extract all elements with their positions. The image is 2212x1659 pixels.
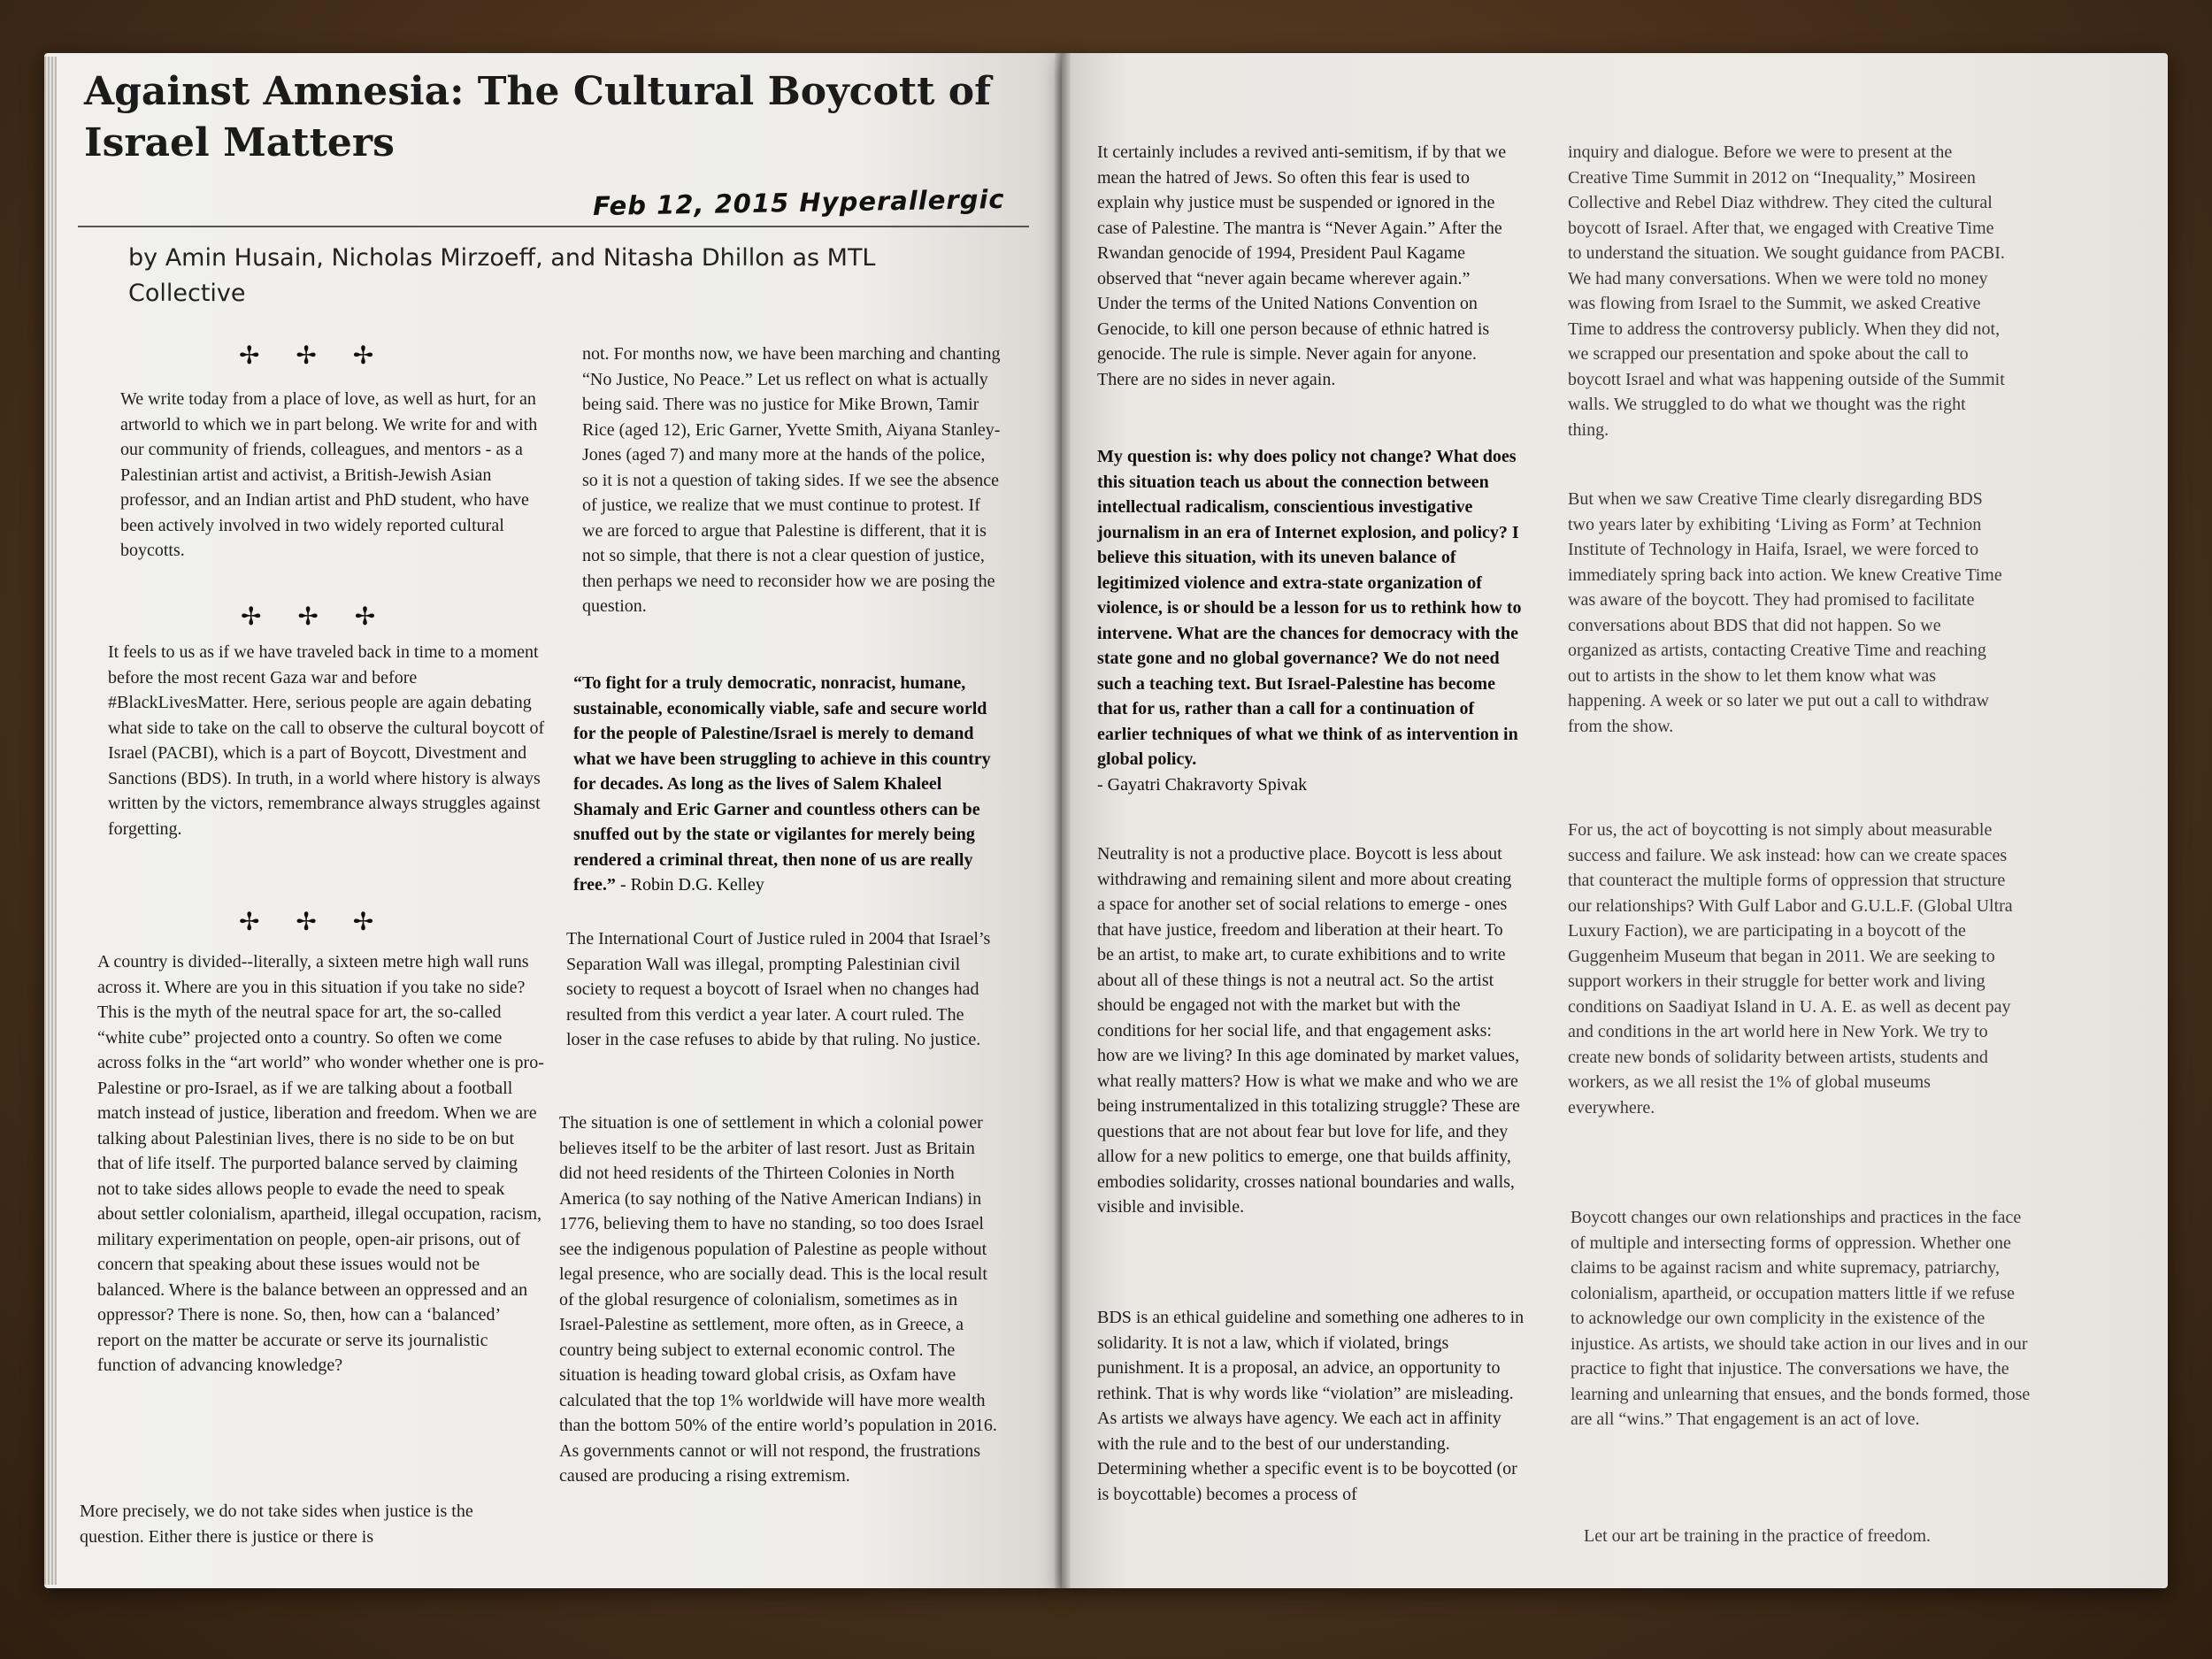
pull-quote	[573, 671, 1003, 898]
section-separator: ✢ ✢ ✢	[241, 602, 390, 631]
paragraph: The International Court of Justice ruled in 2004 that Israel’s Separation Wall was illegal, prompting Palestinian civil society to request a boycott of Israel when no changes had resulted from this verdict a year later. A court ruled. The loser in the case refuses to abide by that ruling. No justice.	[566, 929, 991, 1049]
title-underline	[78, 226, 1029, 227]
paragraph: inquiry and dialogue. Before we were to present at the Creative Time Summit in 2012 on “Inequality,” Mosireen Collective and Rebel Diaz withdrew. They cited the cultural boycott of Israel. After that, we engaged with Creative Time to understand the situation. We sought guidance from PACBI. We had many conversations. When we were told no money was flowing from Israel to the Summit, we asked Creative Time to address the controversy publicly. When they did not, we scrapped our presentation and spoke about the call to boycott Israel and what was happening outside of the Summit walls. We struggled to do what we thought was the right thing.	[1568, 142, 2005, 440]
paragraph: Neutrality is not a productive place. Boycott is less about withdrawing and remaining silent and more about creating a space for another set of social relations to emerge - ones that have justice, freedom and liberation at their heart. To be an artist, to make art, to curate exhibitions and to write about all of these things is not a neutral act. So the artist should be engaged not with the market but with the conditions for her social life, and that engagement asks: how are we living? In this age dominated by market values, what really matters? How is what we make and who we are being instrumentalized in this totalizing struggle? These are questions that are not about fear but love for life, and they allow for a new politics to emerge, one that builds affinity, embodies solidarity, crosses national boundaries and walls, visible and invisible.	[1097, 844, 1520, 1217]
paragraph: But when we saw Creative Time clearly disregarding BDS two years later by exhibiting ‘Living as Form’ at Technion Institute of Technology in Haifa, Israel, we were forced to immediately spring back into action. We knew Creative Time was aware of the boycott. They had promised to facilitate conversations about BDS that did not happen. So we organized as artists, contacting Creative Time and reaching out to artists in the show to let them know what was happening. A week or so later we put out a call to withdraw from the show.	[1568, 489, 2002, 736]
paragraph: The situation is one of settlement in which a colonial power believes itself to be the arbiter of last resort. Just as Britain did not heed residents of the Thirteen Colonies in North America (to say nothing of the Native American Indians) in 1776, believing them to have no standing, so too does Israel see the indigenous population of Palestine as people without legal presence, who are socially dead. This is the local result of the global resurgence of colonialism, sometimes as in Israel-Palestine as settlement, more often, as in Greece, a country being subject to external economic control. The situation is heading toward global crisis, as Oxfam have calculated that the top 1% worldwide will have more wealth than the bottom 50% of the entire world’s population in 2016. As governments cannot or will not respond, the frustrations caused are producing a rising extremism.	[559, 1113, 997, 1486]
pull-quote	[1097, 444, 1522, 797]
page-edges	[44, 57, 57, 1585]
paragraph: Let our art be training in the practice of freedom.	[1584, 1526, 1932, 1546]
pull-quote-attribution: - Robin D.G. Kelley	[615, 875, 764, 895]
paragraph: More precisely, we do not take sides when justice is the question. Either there is justice or there is	[80, 1502, 473, 1547]
pull-quote-text: My question is: why does policy not change? What does this situation teach us about the connection between intellectual radicalism, conscientious investigative journalism in an era of Internet explosion, and policy? I believe this situation, with its uneven balance of legitimized violence and extra-state organization of violence, is or should be a lesson for us to rethink how to intervene. What are the chances for democracy with the state gone and no global governance? We do not need such a teaching text. But Israel-Palestine has become that for us, rather than a call for a continuation of earlier techniques of what we think of as intervention in global policy.	[1097, 447, 1522, 769]
paragraph: Boycott changes our own relationships and practices in the face of multiple and intersecting forms of oppression. Whether one claims to be against racism and white supremacy, patriarchy, colonialism, apartheid, or occupation matters little if we refuse to acknowledge our own complicity in the existence of the injustice. As artists, we should take action in our lives and in our practice to fight that injustice. The conversations we have, the learning and unlearning that ensues, and the bonds formed, those are all “wins.” That engagement is an act of love.	[1571, 1208, 2031, 1429]
handwritten-note: Feb 12, 2015 Hyperallergic	[592, 183, 1005, 222]
paragraph: It feels to us as if we have traveled back in time to a moment before the most recent Gaza war and before #BlackLivesMatter. Here, serious people are again debating what side to take on the call to observe the cultural boycott of Israel (PACBI), which is a part of Boycott, Divestment and Sanctions (BDS). In truth, in a world where history is always written by the victors, remembrance always struggles against forgetting.	[108, 642, 545, 839]
paragraph: not. For months now, we have been marching and chanting “No Justice, No Peace.” Let us reflect on what is actually being said. There was no justice for Mike Brown, Tamir Rice (aged 12), Eric Garner, Yvette Smith, Aiyana Stanley-Jones (aged 7) and many more at the hands of the police, so it is not a question of taking sides. If we see the absence of justice, we realize that we must continue to protest. If we are forced to argue that Palestine is different, that it is not so simple, that there is not a clear question of justice, then perhaps we need to reconsider how we are posing the question.	[582, 344, 1001, 616]
section-separator: ✢ ✢ ✢	[239, 341, 388, 370]
pull-quote-text: “To fight for a truly democratic, nonracist, humane, sustainable, economically viable, safe and secure world for the people of Palestine/Israel is merely to demand what we have been struggling to achieve in this country for decades. As long as the lives of Salem Khaleel Shamaly and Eric Garner and countless others can be snuffed out by the state or vigilantes for merely being rendered a criminal threat, then none of us are really free.”	[573, 673, 991, 895]
book-gutter	[1055, 53, 1071, 1588]
paragraph: It certainly includes a revived anti-semitism, if by that we mean the hatred of Jews. So often this fear is used to explain why justice must be suspended or ignored in the case of Palestine. The mantra is “Never Again.” After the Rwandan genocide of 1994, President Paul Kagame observed that “never again became wherever again.” Under the terms of the United Nations Convention on Genocide, to kill one person because of ethnic hatred is genocide. The rule is simple. Never again for anyone. There are no sides in never again.	[1097, 142, 1507, 389]
article-title: Against Amnesia: The Cultural Boycott of Israel Matters	[84, 69, 992, 165]
paragraph: BDS is an ethical guideline and something one adheres to in solidarity. It is not a law, which if violated, brings punishment. It is a proposal, an advice, an opportunity to rethink. That is why words like “violation” are misleading. As artists we always have agency. We each act in affinity with the rule and to the best of our understanding. Determining whether a specific event is to be boycotted (or is boycottable) becomes a process of	[1097, 1308, 1525, 1504]
pull-quote-attribution: - Gayatri Chakravorty Spivak	[1097, 774, 1308, 795]
section-separator: ✢ ✢ ✢	[239, 907, 388, 936]
paragraph: For us, the act of boycotting is not simply about measurable success and failure. We ask instead: how can we create spaces that counteract the multiple forms of oppression that structure our relationships? With Gulf Labor and G.U.L.F. (Global Ultra Luxury Faction), we are participating in a boycott of the Guggenheim Museum that began in 2011. We are seeking to support workers in their struggle for better work and living conditions on Saadiyat Island in U. A. E. as well as decent pay and conditions in the art world here in New York. We try to create new bonds of solidarity between artists, students and workers, as we all resist the 1% of global museums everywhere.	[1568, 820, 2013, 1118]
paragraph: We write today from a place of love, as well as hurt, for an artworld to which we in part belong. We write for and with our community of friends, colleagues, and mentors - as a Palestinian artist and activist, a British-Jewish Asian professor, and an Indian artist and PhD student, who have been actively involved in two widely reported cultural boycotts.	[120, 389, 538, 560]
byline: by Amin Husain, Nicholas Mirzoeff, and Nitasha Dhillon as MTL Collective	[128, 244, 876, 307]
paragraph: A country is divided--literally, a sixteen metre high wall runs across it. Where are you in this situation if you take no side? This is the myth of the neutral space for art, the so-called “white cube” projected onto a country. So often we come across folks in the “art world” who wonder whether one is pro-Palestine or pro-Israel, as if we are talking about a football match instead of justice, liberation and freedom. When we are talking about Palestinian lives, there is no side to be on but that of life itself. The purported balance served by claiming not to take sides allows people to evade the need to speak about settler colonialism, apartheid, illegal occupation, racism, military experimentation on people, open-air prisons, out of concern that speaking about these issues would not be balanced. Where is the balance between an oppressed and an oppressor? There is none. So, then, how can a ‘balanced’ report on the matter be accurate or serve its journalistic function of advancing knowledge?	[97, 952, 544, 1375]
